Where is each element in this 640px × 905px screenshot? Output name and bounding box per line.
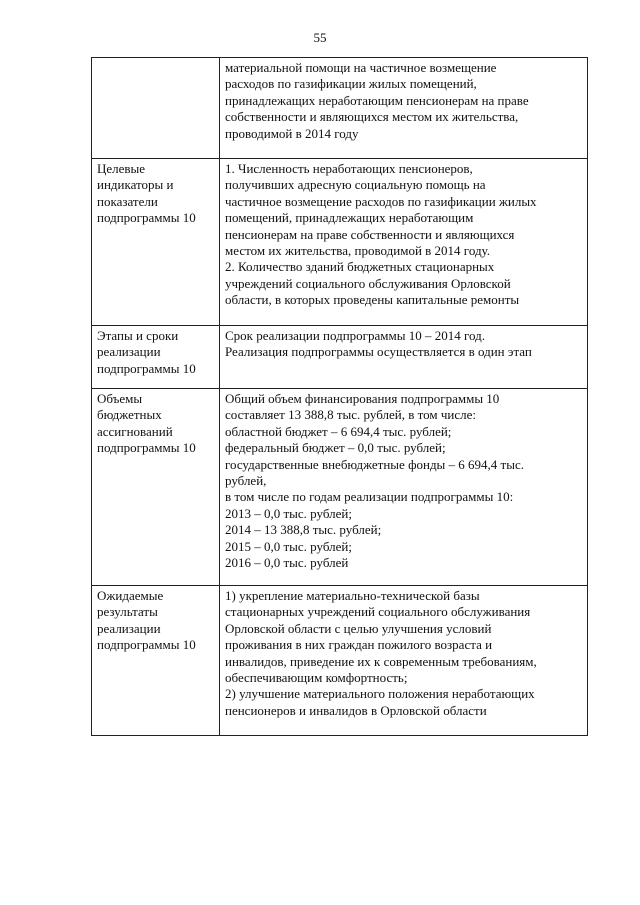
table-row-target-indicators bbox=[92, 159, 588, 326]
table-row-expected-results bbox=[92, 586, 588, 736]
table-body bbox=[92, 58, 588, 736]
row-label-cell bbox=[92, 58, 220, 159]
row-label-cell bbox=[92, 586, 220, 736]
row-label-line: Этапы и сроки bbox=[97, 328, 179, 343]
row-value-line: 1) укрепление материально-технической базы bbox=[225, 588, 480, 603]
row-value-line: Реализация подпрограммы осуществляется в один этап bbox=[225, 344, 532, 360]
row-label-line: ассигнований bbox=[97, 423, 173, 439]
row-value-line: получивших адресную социальную помощь на bbox=[225, 177, 486, 193]
row-value-line: 2016 – 0,0 тыс. рублей bbox=[225, 555, 349, 571]
row-value-cell bbox=[220, 586, 588, 736]
row-value-cell bbox=[220, 58, 588, 159]
row-label-line: реализации bbox=[97, 620, 161, 636]
row-label-line: Целевые bbox=[97, 161, 146, 176]
row-label-line: подпрограммы 10 bbox=[97, 440, 196, 456]
row-value-line: проживания в них граждан пожилого возраста и bbox=[225, 637, 493, 653]
row-label-line: показатели bbox=[97, 193, 158, 209]
row-label-line: бюджетных bbox=[97, 407, 162, 423]
row-label-line: подпрограммы 10 bbox=[97, 637, 196, 653]
row-value-line: Орловской области с целью улучшения условий bbox=[225, 620, 492, 636]
row-value-line: области, в которых проведены капитальные ремонты bbox=[225, 292, 520, 308]
row-value-line: местом их жительства, проводимой в 2014 году. bbox=[225, 243, 491, 259]
row-value-line: рублей, bbox=[225, 473, 267, 489]
row-value-line: Общий объем финансирования подпрограммы 10 bbox=[225, 391, 500, 406]
row-value-line: Срок реализации подпрограммы 10 – 2014 год. bbox=[225, 328, 485, 343]
row-label-cell bbox=[92, 159, 220, 326]
row-value-line: расходов по газификации жилых помещений, bbox=[225, 76, 477, 92]
row-value-line: 2) улучшение материального положения неработающих bbox=[225, 686, 535, 702]
row-value-line: материальной помощи на частичное возмещение bbox=[225, 60, 497, 75]
row-label-line: результаты bbox=[97, 604, 158, 620]
row-value-line: в том числе по годам реализации подпрограммы 10: bbox=[225, 489, 514, 505]
row-value-line: помещений, принадлежащих неработающим bbox=[225, 210, 474, 226]
row-value-cell bbox=[220, 389, 588, 586]
row-value-cell bbox=[220, 326, 588, 389]
table-row-stages-and-terms bbox=[92, 326, 588, 389]
row-label-line: индикаторы и bbox=[97, 177, 174, 193]
row-value-line: стационарных учреждений социального обслуживания bbox=[225, 604, 531, 620]
row-value-line: 2014 – 13 388,8 тыс. рублей; bbox=[225, 522, 382, 538]
row-value-line: частичное возмещение расходов по газификации жилых bbox=[225, 193, 537, 209]
row-value-line: проводимой в 2014 году bbox=[225, 125, 359, 141]
row-value-line: принадлежащих неработающим пенсионерам на праве bbox=[225, 92, 529, 108]
row-value-line: областной бюджет – 6 694,4 тыс. рублей; bbox=[225, 423, 452, 439]
row-label-line: подпрограммы 10 bbox=[97, 360, 196, 376]
row-value-line: собственности и являющихся местом их жительства, bbox=[225, 109, 519, 125]
row-value-line: учреждений социального обслуживания Орловской bbox=[225, 275, 511, 291]
row-value-line: федеральный бюджет – 0,0 тыс. рублей; bbox=[225, 440, 446, 456]
row-value-line: пенсионерам на праве собственности и являющихся bbox=[225, 226, 515, 242]
row-value-line: 2013 – 0,0 тыс. рублей; bbox=[225, 505, 352, 521]
row-value-line: пенсионеров и инвалидов в Орловской области bbox=[225, 702, 487, 718]
subprogram-passport-table bbox=[91, 57, 588, 736]
row-label-cell bbox=[92, 326, 220, 389]
row-value-line: инвалидов, приведение их к современным требованиям, bbox=[225, 653, 537, 669]
row-value-line: 2015 – 0,0 тыс. рублей; bbox=[225, 538, 352, 554]
page-number: 55 bbox=[313, 30, 327, 45]
row-value-line: 1. Численность неработающих пенсионеров, bbox=[225, 161, 473, 176]
row-value-line: обеспечивающим комфортность; bbox=[225, 670, 408, 686]
row-value-line: составляет 13 388,8 тыс. рублей, в том числе: bbox=[225, 407, 476, 423]
row-value-line: государственные внебюджетные фонды – 6 694,4 тыс. bbox=[225, 456, 524, 472]
row-label-line: Ожидаемые bbox=[97, 588, 164, 603]
row-label-line: подпрограммы 10 bbox=[97, 210, 196, 226]
row-label-cell bbox=[92, 389, 220, 586]
table-row-budget-allocations bbox=[92, 389, 588, 586]
row-label-line: Объемы bbox=[97, 391, 143, 406]
row-value-cell bbox=[220, 159, 588, 326]
row-value-line: 2. Количество зданий бюджетных стационарных bbox=[225, 259, 495, 275]
table-row-continuation bbox=[92, 58, 588, 159]
row-label-line: реализации bbox=[97, 344, 161, 360]
